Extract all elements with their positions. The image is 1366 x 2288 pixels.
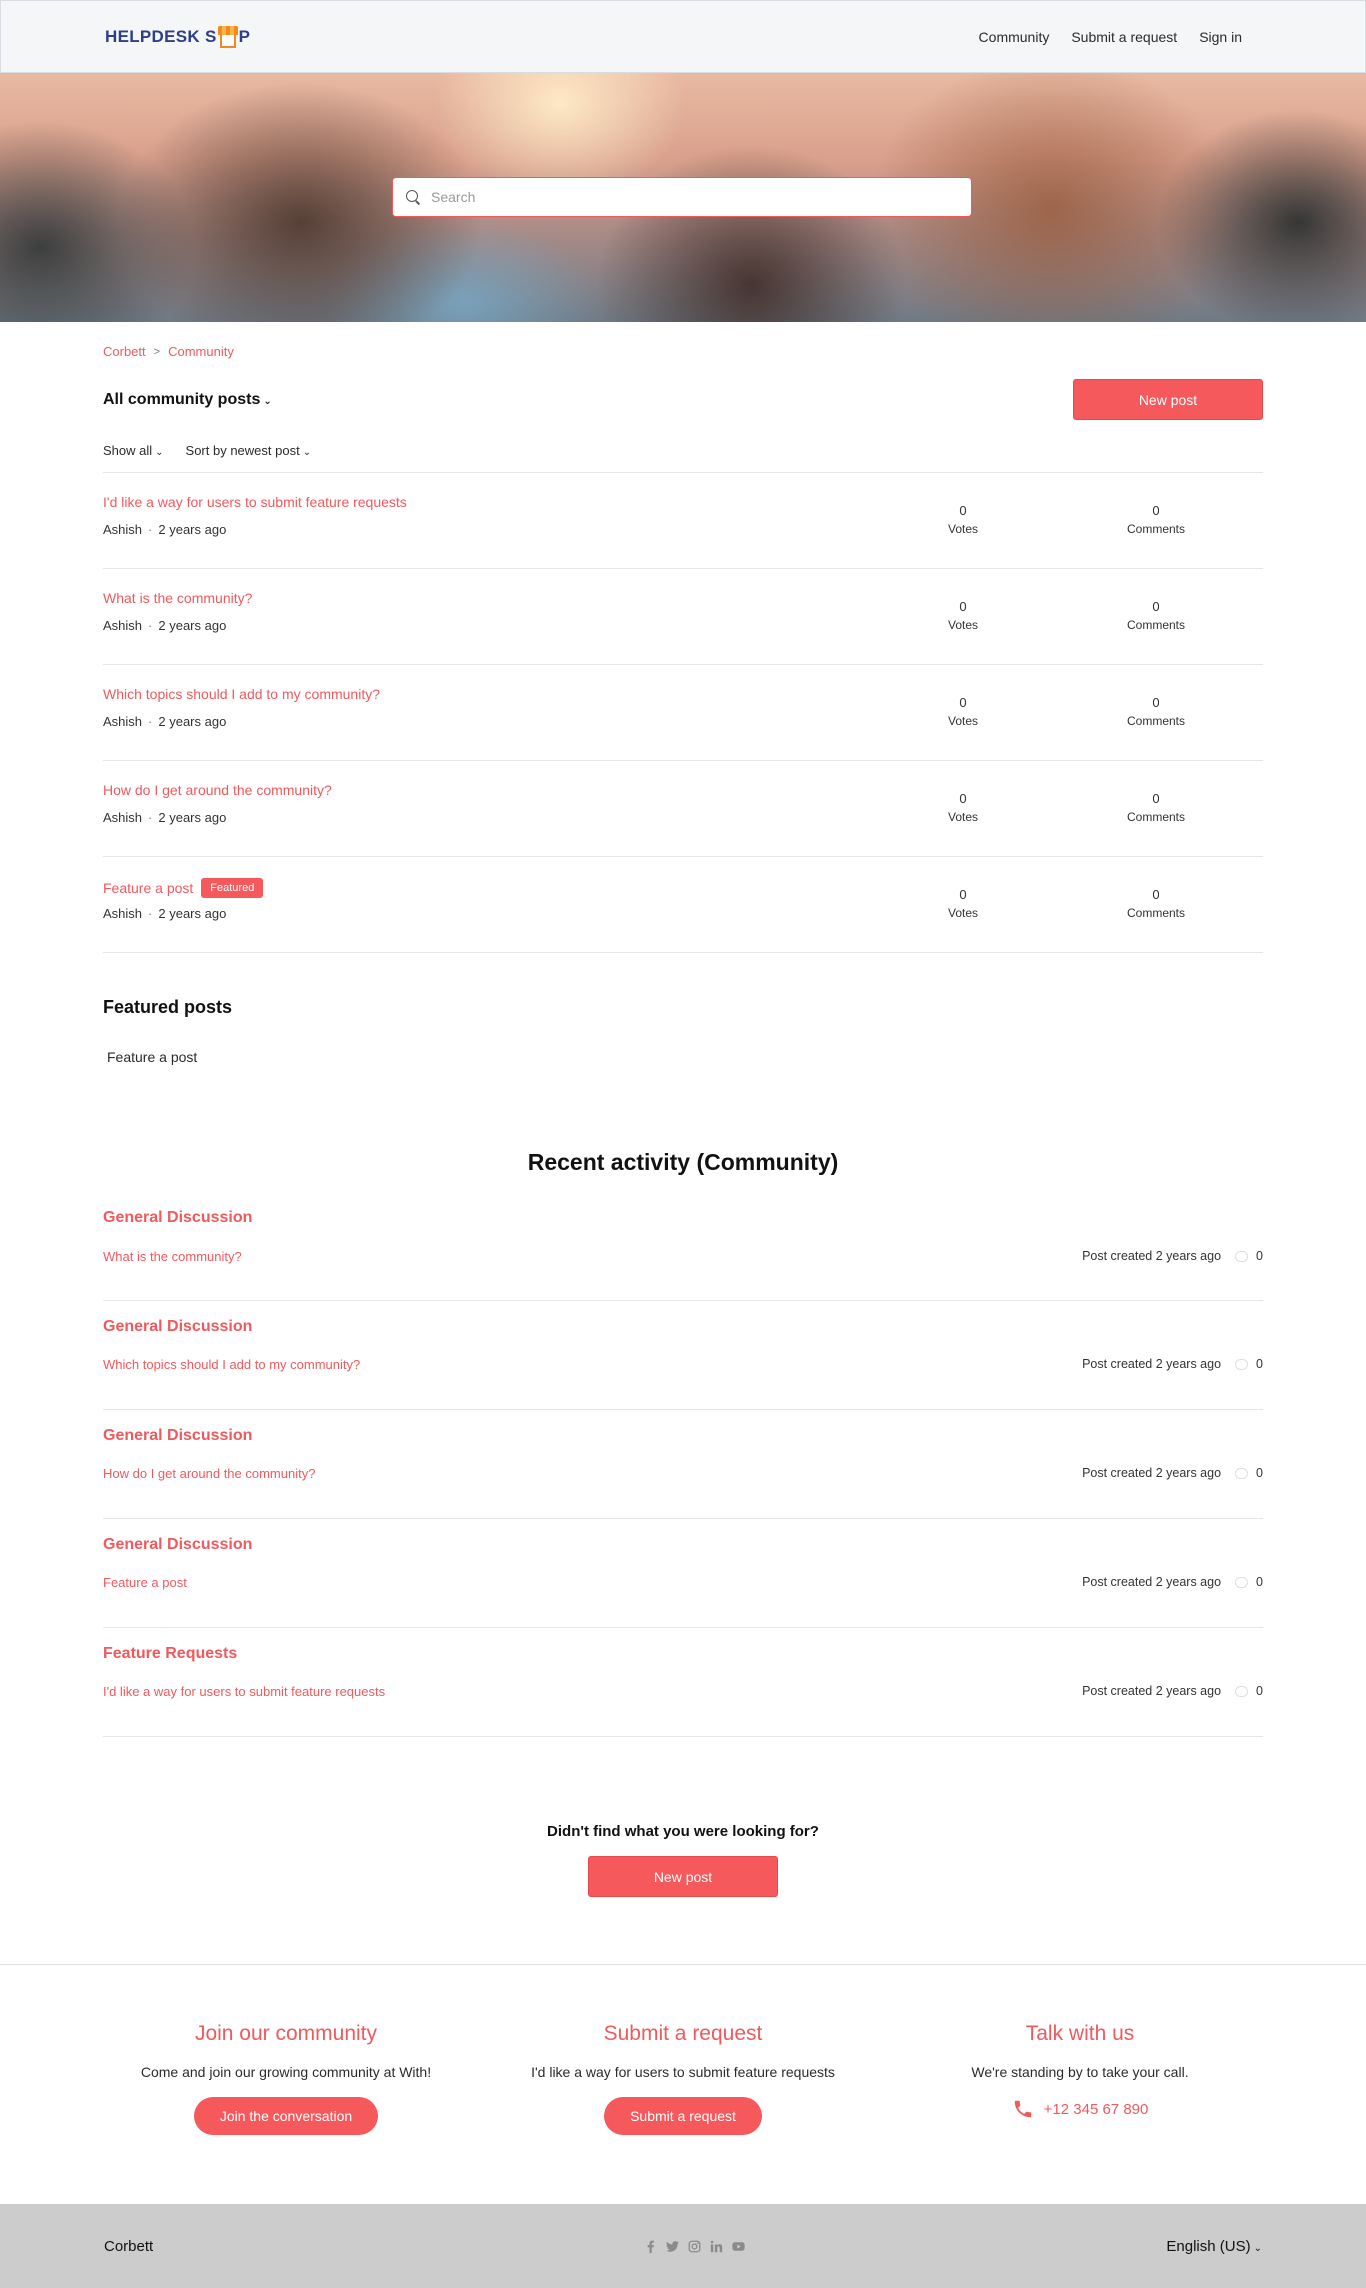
post-title-link[interactable]: Which topics should I add to my community? — [103, 686, 381, 702]
comments-count: 0 — [1152, 599, 1160, 614]
info-band — [0, 1964, 1366, 2204]
facebook-icon[interactable] — [644, 2240, 657, 2253]
join-community-title: Join our community — [194, 2022, 378, 2045]
post-votes — [903, 885, 1023, 923]
search-box — [392, 177, 972, 217]
nav-community-link[interactable]: Community — [978, 28, 1050, 45]
comment-icon — [1235, 1577, 1248, 1588]
comments-count: 0 — [1152, 887, 1160, 902]
post-meta: Ashish · 2 years ago — [103, 810, 227, 825]
post-title-link[interactable]: How do I get around the community? — [103, 782, 332, 798]
recent-meta — [1082, 1684, 1263, 1698]
recent-category-link[interactable]: General Discussion — [103, 1536, 253, 1553]
comment-icon — [1235, 1686, 1248, 1697]
comments-label: Comments — [1126, 906, 1185, 920]
linkedin-icon[interactable] — [710, 2240, 723, 2253]
main-content — [103, 344, 1263, 1897]
post-time: 2 years ago — [158, 618, 227, 633]
post-meta: Ashish · 2 years ago — [103, 618, 227, 633]
recent-category-link[interactable]: General Discussion — [103, 1209, 253, 1226]
comments-count: 0 — [1152, 695, 1160, 710]
post-title-link[interactable]: Feature a post — [103, 880, 194, 896]
youtube-icon[interactable] — [732, 2240, 745, 2253]
comment-count: 0 — [1256, 1575, 1263, 1589]
comment-count: 0 — [1256, 1357, 1263, 1371]
post-row — [103, 761, 1263, 857]
votes-count: 0 — [959, 599, 967, 614]
instagram-icon[interactable] — [688, 2240, 701, 2253]
comment-icon — [1235, 1251, 1248, 1262]
phone-link[interactable] — [1012, 2098, 1149, 2120]
submit-request-text: I'd like a way for users to submit feature requests — [531, 2064, 835, 2080]
hero-banner — [0, 73, 1366, 322]
votes-label: Votes — [947, 810, 979, 824]
recent-activity-item — [103, 1519, 1263, 1628]
comment-count: 0 — [1256, 1249, 1263, 1263]
votes-label: Votes — [947, 522, 979, 536]
recent-meta-text: Post created 2 years ago — [1082, 1357, 1222, 1371]
post-votes — [903, 789, 1023, 827]
post-votes — [903, 693, 1023, 731]
post-filters — [103, 443, 1263, 458]
recent-meta — [1082, 1249, 1263, 1263]
recent-category-link[interactable]: General Discussion — [103, 1427, 253, 1444]
recent-post-link[interactable]: How do I get around the community? — [103, 1466, 316, 1481]
post-comments — [1096, 597, 1216, 635]
site-header — [0, 0, 1366, 73]
recent-activity-item — [103, 1301, 1263, 1410]
post-list — [103, 472, 1263, 953]
recent-activity-title: Recent activity (Community) — [527, 1149, 839, 1175]
recent-post-link[interactable]: Which topics should I add to my community? — [103, 1357, 361, 1372]
recent-meta — [1082, 1357, 1263, 1371]
post-author[interactable]: Ashish — [103, 810, 143, 825]
post-meta: Ashish · 2 years ago — [103, 906, 227, 921]
all-posts-dropdown[interactable] — [103, 391, 272, 409]
comments-label: Comments — [1126, 810, 1185, 824]
recent-category-link[interactable]: General Discussion — [103, 1318, 253, 1335]
footer-brand: Corbett — [104, 2237, 154, 2255]
join-community-text: Come and join our growing community at With! — [140, 2064, 432, 2080]
chevron-down-icon: ⌄ — [155, 447, 164, 458]
post-time: 2 years ago — [158, 810, 227, 825]
post-comments — [1096, 885, 1216, 923]
votes-count: 0 — [959, 503, 967, 518]
recent-activity-item — [103, 1410, 1263, 1519]
nav-submit-request-link[interactable]: Submit a request — [1071, 28, 1178, 45]
post-author[interactable]: Ashish — [103, 906, 143, 921]
featured-posts-title: Featured posts — [103, 997, 233, 1017]
comments-label: Comments — [1126, 522, 1185, 536]
recent-category-link[interactable]: Feature Requests — [103, 1645, 238, 1662]
post-author[interactable]: Ashish — [103, 522, 143, 537]
phone-number: +12 345 67 890 — [1043, 2100, 1149, 2118]
recent-activity-item — [103, 1205, 1263, 1301]
recent-meta — [1082, 1575, 1263, 1589]
votes-label: Votes — [947, 906, 979, 920]
talk-with-us-column — [890, 2022, 1270, 2125]
post-time: 2 years ago — [158, 714, 227, 729]
logo-text-right: P — [238, 26, 251, 46]
post-votes — [903, 501, 1023, 539]
post-title-link[interactable]: What is the community? — [103, 590, 253, 606]
submit-request-title: Submit a request — [603, 2022, 763, 2045]
post-author[interactable]: Ashish — [103, 618, 143, 633]
post-row — [103, 665, 1263, 761]
post-row — [103, 569, 1263, 665]
shop-icon — [218, 26, 238, 48]
talk-with-us-text: We're standing by to take your call. — [971, 2064, 1189, 2080]
comment-count: 0 — [1256, 1466, 1263, 1480]
social-links — [644, 2240, 745, 2253]
helpdesk-shop-logo[interactable] — [105, 26, 250, 48]
cta-new-post-button[interactable]: New post — [588, 1856, 778, 1897]
featured-badge: Featured — [201, 878, 263, 898]
post-meta: Ashish · 2 years ago — [103, 714, 227, 729]
recent-post-link[interactable]: I'd like a way for users to submit feature requests — [103, 1684, 386, 1699]
votes-label: Votes — [947, 618, 979, 632]
post-comments — [1096, 693, 1216, 731]
comments-label: Comments — [1126, 714, 1185, 728]
votes-count: 0 — [959, 887, 967, 902]
site-footer — [0, 2204, 1366, 2288]
join-community-column — [96, 2022, 476, 2135]
post-time: 2 years ago — [158, 522, 227, 537]
votes-count: 0 — [959, 791, 967, 806]
top-nav — [979, 29, 1242, 45]
post-title-link[interactable]: I'd like a way for users to submit feature requests — [103, 494, 407, 510]
featured-posts-section — [103, 997, 1263, 1065]
comments-count: 0 — [1152, 791, 1160, 806]
submit-request-button[interactable]: Submit a request — [604, 2097, 762, 2135]
votes-label: Votes — [947, 714, 979, 728]
post-votes — [903, 597, 1023, 635]
sort-label: Sort by newest post — [185, 443, 300, 458]
comments-count: 0 — [1152, 503, 1160, 518]
votes-count: 0 — [959, 695, 967, 710]
submit-request-column — [493, 2022, 873, 2135]
comment-icon — [1235, 1468, 1248, 1479]
post-meta: Ashish · 2 years ago — [103, 522, 227, 537]
breadcrumb-separator-icon: > — [153, 345, 161, 358]
search-input[interactable] — [431, 189, 951, 205]
nav-sign-in-link[interactable]: Sign in — [1199, 28, 1242, 45]
post-time: 2 years ago — [158, 906, 227, 921]
recent-meta-text: Post created 2 years ago — [1082, 1466, 1222, 1480]
join-conversation-button[interactable]: Join the conversation — [194, 2097, 378, 2135]
post-author[interactable]: Ashish — [103, 714, 143, 729]
language-label: English (US) — [1166, 2237, 1251, 2255]
talk-with-us-title: Talk with us — [1025, 2022, 1135, 2045]
chevron-down-icon: ⌄ — [1253, 2242, 1262, 2254]
recent-meta-text: Post created 2 years ago — [1082, 1249, 1222, 1263]
recent-activity-list — [103, 1205, 1263, 1737]
twitter-icon[interactable] — [666, 2240, 679, 2253]
posts-header — [103, 379, 1263, 420]
comments-label: Comments — [1126, 618, 1185, 632]
featured-post-link[interactable]: Feature a post — [107, 1049, 198, 1065]
post-row — [103, 857, 1263, 953]
breadcrumb-corbett[interactable]: Corbett — [103, 344, 146, 359]
all-posts-title: All community posts — [103, 390, 261, 408]
show-all-label: Show all — [103, 443, 153, 458]
recent-meta-text: Post created 2 years ago — [1082, 1684, 1222, 1698]
breadcrumb-community[interactable]: Community — [168, 344, 234, 359]
recent-post-link[interactable]: What is the community? — [103, 1249, 242, 1264]
recent-meta — [1082, 1466, 1263, 1480]
comment-icon — [1235, 1359, 1248, 1370]
new-post-button[interactable]: New post — [1073, 379, 1263, 420]
breadcrumb — [103, 344, 1263, 359]
recent-post-link[interactable]: Feature a post — [103, 1575, 187, 1590]
comment-count: 0 — [1256, 1684, 1263, 1698]
chevron-down-icon: ⌄ — [302, 447, 312, 458]
post-comments — [1096, 501, 1216, 539]
cta-text: Didn't find what you were looking for? — [547, 1823, 819, 1840]
cta-section — [103, 1823, 1263, 1897]
recent-meta-text: Post created 2 years ago — [1082, 1575, 1222, 1589]
logo-text-left: HELPDESK S — [105, 26, 217, 46]
search-icon — [406, 190, 420, 204]
sort-dropdown[interactable] — [186, 443, 312, 458]
chevron-down-icon: ⌄ — [263, 395, 272, 407]
recent-activity-item — [103, 1628, 1263, 1737]
post-row — [103, 473, 1263, 569]
post-comments — [1096, 789, 1216, 827]
language-selector[interactable] — [1166, 2238, 1262, 2255]
phone-icon — [1012, 2098, 1034, 2120]
show-all-dropdown[interactable] — [103, 443, 164, 458]
